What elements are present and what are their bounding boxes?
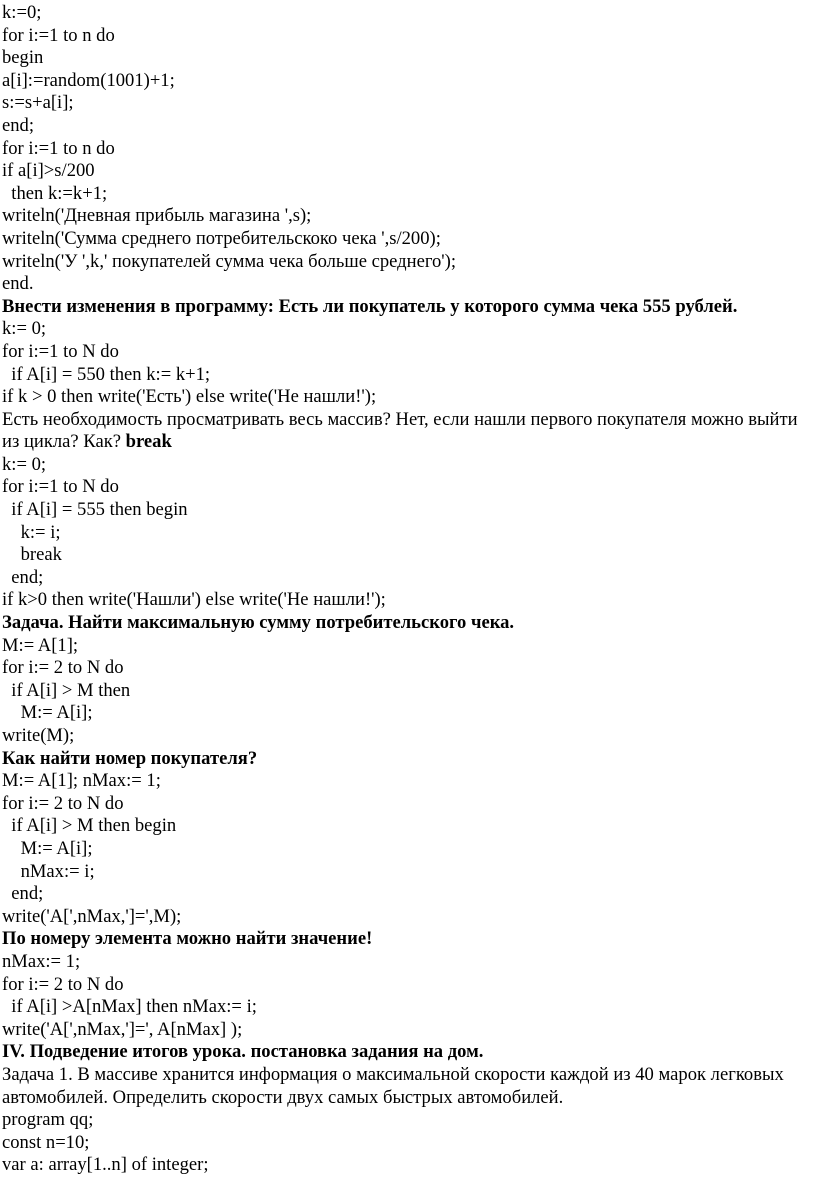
code-line: writeln('Сумма среднего потребительскоко чека ',s/200); [2,227,441,249]
code-line: if A[i] = 555 then begin [2,499,188,521]
code-line: writeln('Дневная прибыль магазина ',s); [2,205,312,227]
code-line: M:= A[i]; [2,837,93,859]
code-line: s:=s+a[i]; [2,92,74,114]
code-line: if A[i] >A[nMax] then nMax:= i; [2,996,257,1018]
code-line: for i:=1 to N do [2,476,119,498]
code-line: if k>0 then write('Нашли') else write('Не нашли!'); [2,589,386,611]
question-text: Есть необходимость просматривать весь массив? Нет, если нашли первого покупателя можно выйти из цикла? Как? [2,408,798,453]
code-line: end; [2,566,44,588]
code-line: for i:=1 to n do [2,24,115,46]
section-heading: По номеру элемента можно найти значение! [2,928,373,950]
code-line: for i:= 2 to N do [2,973,124,995]
code-line: M:= A[1]; nMax:= 1; [2,770,161,792]
keyword-break: break [125,431,172,453]
code-line: k:= 0; [2,318,47,340]
code-line: if A[i] > M then begin [2,815,177,837]
section-heading: IV. Подведение итогов урока. постановка задания на дом. [2,1041,484,1063]
code-line: program qq; [2,1109,94,1131]
section-heading: Как найти номер покупателя? [2,747,258,769]
code-line: if A[i] > M then [2,679,131,701]
code-line: for i:= 2 to N do [2,657,124,679]
code-line: end; [2,114,35,136]
code-line: then k:=k+1; [2,182,108,204]
code-line: if k > 0 then write('Есть') else write('Не нашли!'); [2,386,377,408]
code-line: M:= A[i]; [2,702,93,724]
code-line: write(M); [2,725,75,746]
code-line: for i:= 2 to N do [2,792,124,814]
task-paragraph: Задача 1. В массиве хранится информация о максимальной скорости каждой из 40 марок легковых автомобилей. Определить скорости двух самых быстрых автомобилей. [2,1063,784,1108]
code-line: begin [2,47,44,69]
code-line: if A[i] = 550 then k:= k+1; [2,363,211,385]
section-heading: Задача. Найти максимальную сумму потребительского чека. [2,612,515,634]
code-line: k:= i; [2,521,61,543]
code-line: M:= A[1]; [2,634,79,656]
code-line: k:= 0; [2,453,47,475]
code-line: a[i]:=random(1001)+1; [2,69,175,91]
code-line: for i:=1 to n do [2,137,115,159]
code-line: write('A[',nMax,']=', A[nMax] ); [2,1018,243,1040]
code-line: for i:=1 to N do [2,340,119,362]
section-heading: Внести изменения в программу: Есть ли покупатель у которого сумма чека 555 рублей. [2,295,738,317]
code-line: if a[i]>s/200 [2,160,95,182]
code-line: writeln('У ',k,' покупателей сумма чека больше среднего'); [2,250,457,272]
code-line: nMax:= 1; [2,950,81,972]
code-line: nMax:= i; [2,860,95,882]
question-paragraph [2,409,816,454]
code-line: end. [2,273,34,295]
code-line: break [2,544,62,566]
code-line: end; [2,883,44,905]
code-line: write('A[',nMax,']=',M); [2,905,182,927]
code-line: var a: array[1..n] of integer; [2,1154,209,1176]
code-line: const n=10; [2,1131,90,1153]
code-line: k:=0; [2,2,42,23]
